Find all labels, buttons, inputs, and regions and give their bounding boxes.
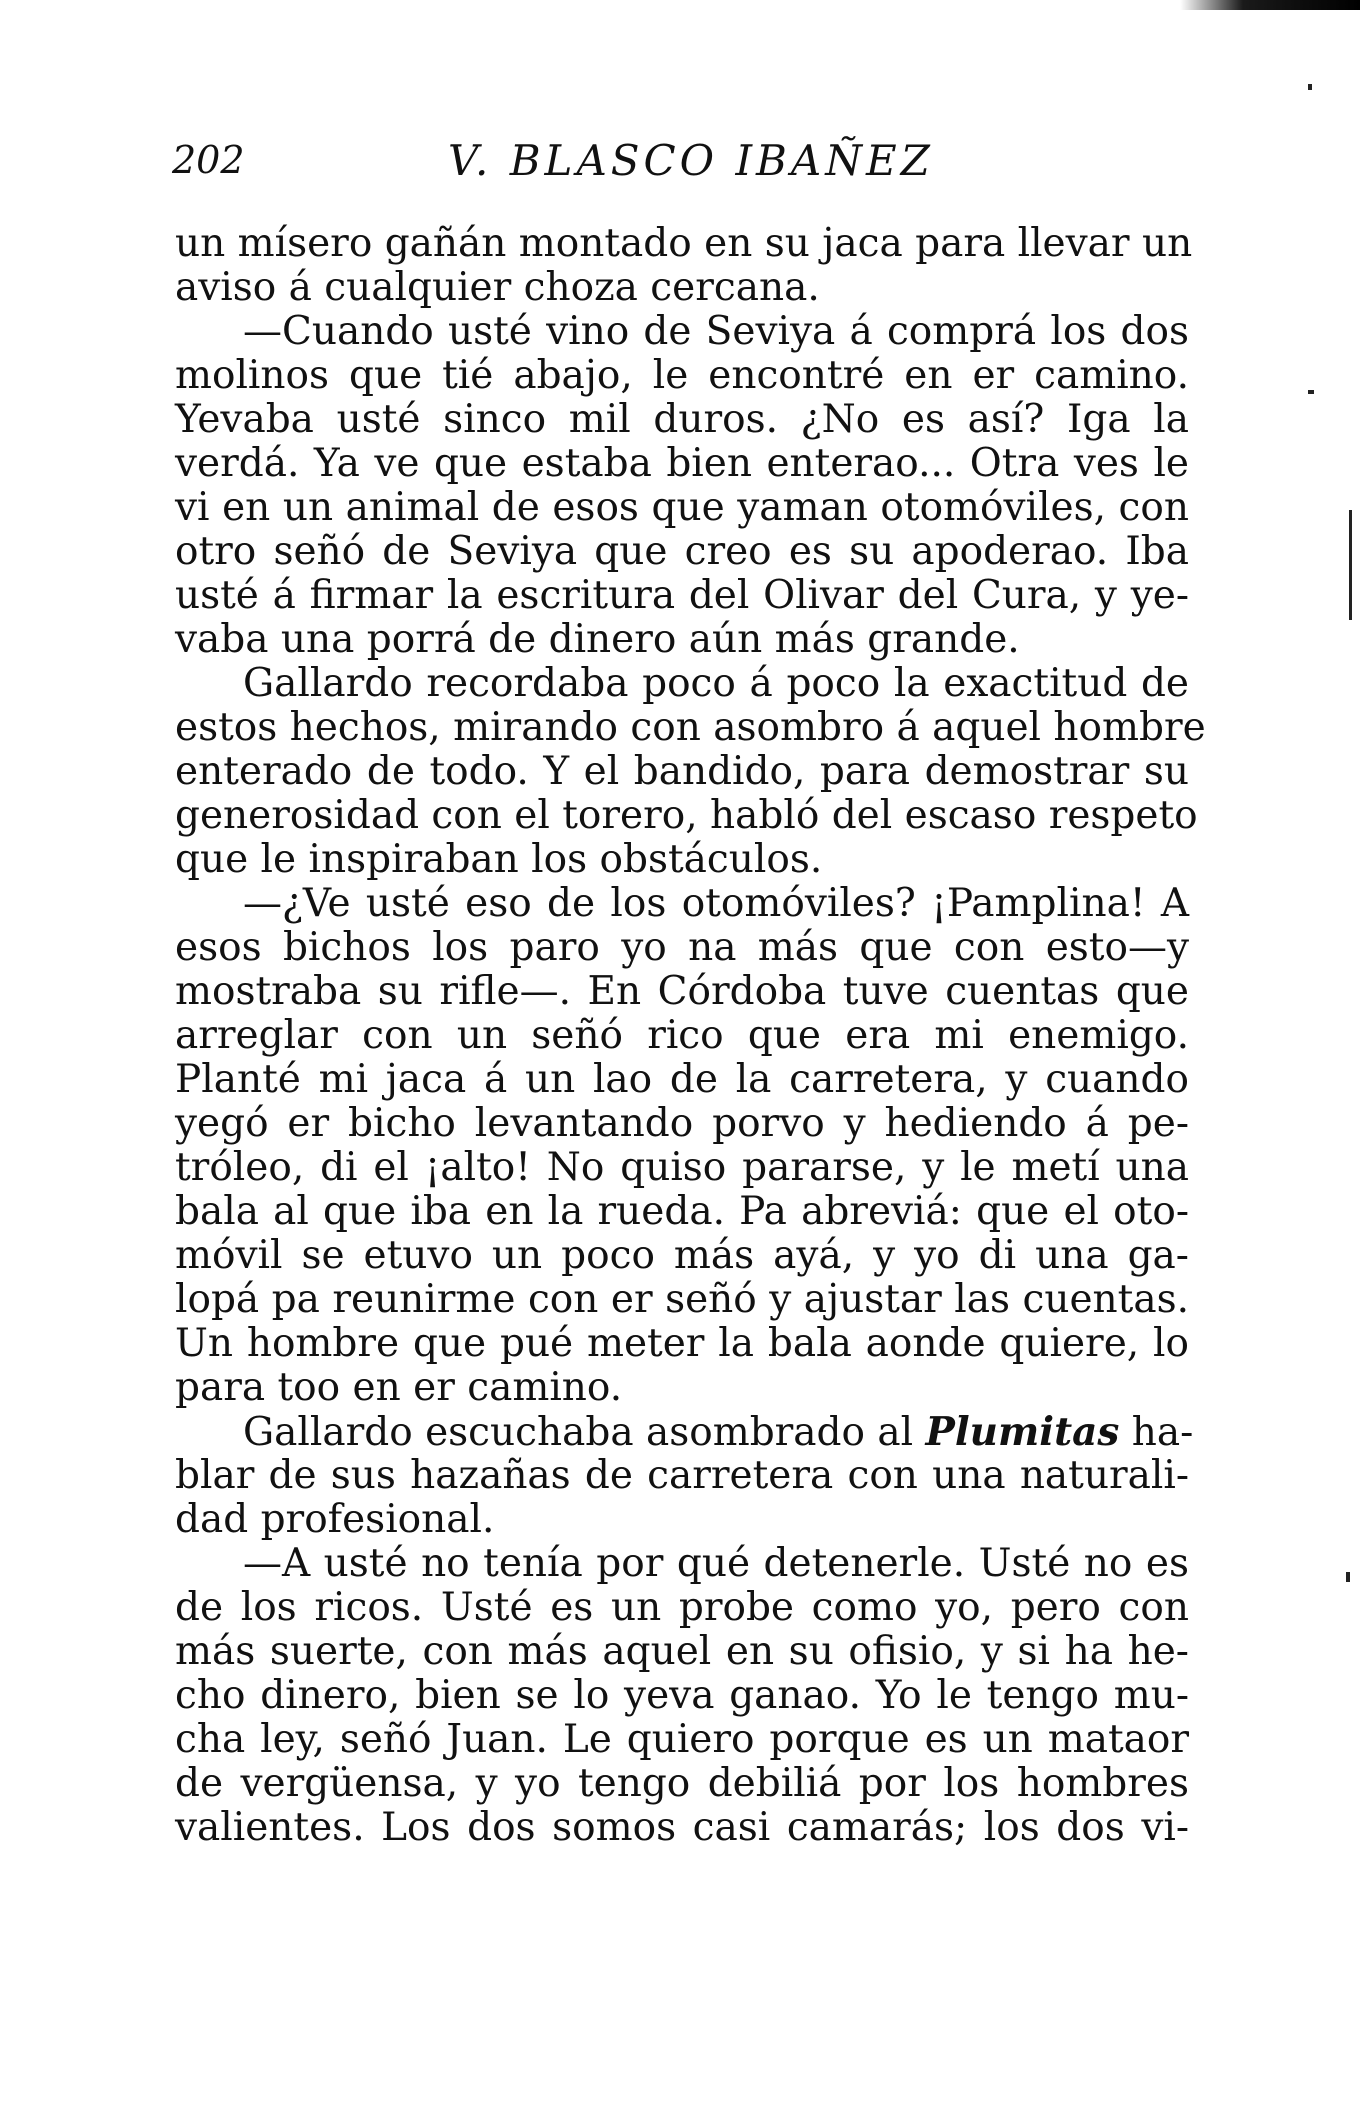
text-line: verdá. Ya ve que estaba bien enterao... Otra ves le <box>175 441 1189 486</box>
text-line: estos hechos, mirando con asombro á aquel hombre <box>175 705 1206 750</box>
text-line: lopá pa reunirme con er señó y ajustar las cuentas. <box>175 1277 1189 1322</box>
text-line: más suerte, con más aquel en su ofisio, y si ha he- <box>175 1629 1189 1674</box>
text-line: aviso á cualquier choza cercana. <box>175 265 820 310</box>
scan-speck <box>1308 390 1314 394</box>
text-line: dad profesional. <box>175 1497 495 1542</box>
text-fragment: Gallardo escuchaba asombrado al <box>243 1410 926 1455</box>
text-line: —Cuando usté vino de Seviya á comprá los dos <box>243 309 1189 354</box>
text-line: de vergüensa, y yo tengo debiliá por los hombres <box>175 1761 1189 1806</box>
text-line: esos bichos los paro yo na más que con esto—y <box>175 925 1189 970</box>
text-line: mostraba su rifle—. En Córdoba tuve cuentas que <box>175 969 1189 1014</box>
scan-speck <box>1308 84 1312 90</box>
text-line: bala al que iba en la rueda. Pa abreviá: que el oto- <box>175 1189 1189 1234</box>
text-line: vaba una porrá de dinero aún más grande. <box>175 617 1020 662</box>
text-line: generosidad con el torero, habló del escaso respeto <box>175 793 1198 838</box>
text-fragment: ha- <box>1119 1410 1194 1455</box>
text-line: móvil se etuvo un poco más ayá, y yo di una ga- <box>175 1233 1189 1278</box>
page-number: 202 <box>172 138 245 182</box>
text-line: arreglar con un señó rico que era mi enemigo. <box>175 1013 1189 1058</box>
text-line: vi en un animal de esos que yaman otomóviles, con <box>175 485 1189 530</box>
text-line: para too en er camino. <box>175 1365 623 1410</box>
italic-name: Plumitas <box>925 1409 1120 1455</box>
text-line: cho dinero, bien se lo yeva ganao. Yo le tengo mu- <box>175 1673 1189 1718</box>
text-line: tróleo, di el ¡alto! No quiso pararse, y le metí una <box>175 1145 1189 1190</box>
text-line: cha ley, señó Juan. Le quiero porque es un mataor <box>175 1717 1189 1762</box>
text-line: Planté mi jaca á un lao de la carretera, y cuando <box>175 1057 1189 1102</box>
text-line: blar de sus hazañas de carretera con una naturali- <box>175 1453 1189 1498</box>
text-line: valientes. Los dos somos casi camarás; los dos vi- <box>175 1805 1189 1850</box>
text-line: enterado de todo. Y el bandido, para demostrar su <box>175 749 1189 794</box>
running-head: V. BLASCO IBAÑEZ <box>448 136 934 185</box>
text-line: molinos que tié abajo, le encontré en er camino. <box>175 353 1189 398</box>
text-line-with-italic <box>175 1409 1194 1455</box>
text-line: yegó er bicho levantando porvo y hediendo á pe- <box>175 1101 1189 1146</box>
text-line: —A usté no tenía por qué detenerle. Usté no es <box>243 1541 1189 1586</box>
scan-line-mark <box>1349 510 1352 620</box>
text-line: de los ricos. Usté es un probe como yo, pero con <box>175 1585 1189 1630</box>
text-line: que le inspiraban los obstáculos. <box>175 837 823 882</box>
text-line: Gallardo recordaba poco á poco la exactitud de <box>243 661 1189 706</box>
text-line: Un hombre que pué meter la bala aonde quiere, lo <box>175 1321 1189 1366</box>
scan-edge-mark <box>1180 0 1360 10</box>
scan-speck <box>1346 1572 1350 1582</box>
text-line: Yevaba usté sinco mil duros. ¿No es así? Iga la <box>175 397 1189 442</box>
text-line: otro señó de Seviya que creo es su apoderao. Iba <box>175 529 1189 574</box>
page-body <box>175 221 1206 1850</box>
text-line: un mísero gañán montado en su jaca para llevar un <box>175 221 1193 266</box>
text-line: usté á firmar la escritura del Olivar del Cura, y ye- <box>175 573 1189 618</box>
text-line: —¿Ve usté eso de los otomóviles? ¡Pamplina! A <box>243 881 1189 926</box>
